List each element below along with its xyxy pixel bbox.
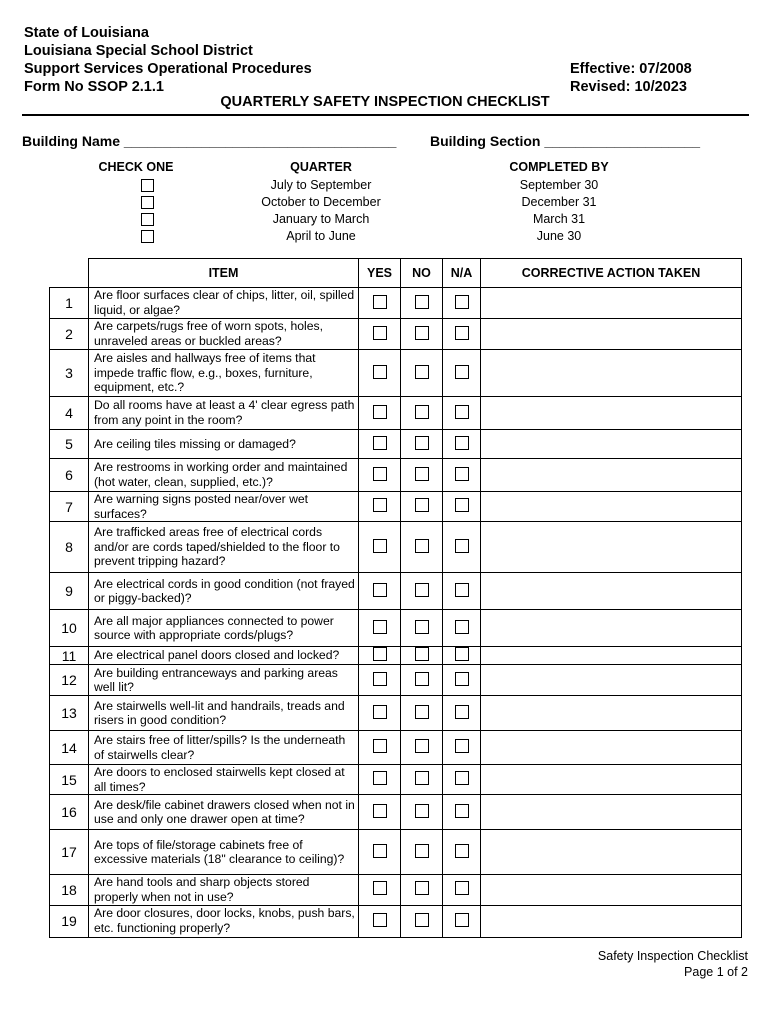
item-text: Are all major appliances connected to power source with appropriate cords/plugs?	[89, 610, 359, 647]
item-number: 16	[50, 795, 89, 830]
na-checkbox[interactable]	[455, 647, 469, 661]
item-text: Are restrooms in working order and maintained (hot water, clean, supplied, etc.)?	[89, 459, 359, 492]
na-cell	[443, 350, 481, 397]
na-cell	[443, 765, 481, 795]
na-checkbox[interactable]	[455, 881, 469, 895]
corrective-action-cell[interactable]	[481, 731, 742, 765]
na-cell	[443, 573, 481, 610]
revised-date: Revised: 10/2023	[570, 79, 687, 95]
corrective-action-cell[interactable]	[481, 696, 742, 731]
checklist-row	[50, 350, 742, 397]
item-number: 19	[50, 905, 89, 937]
corrective-action-cell[interactable]	[481, 647, 742, 665]
corrective-action-cell[interactable]	[481, 350, 742, 397]
checklist-row	[50, 830, 742, 875]
na-checkbox[interactable]	[455, 405, 469, 419]
na-checkbox[interactable]	[455, 771, 469, 785]
no-checkbox[interactable]	[415, 647, 429, 661]
na-checkbox[interactable]	[455, 620, 469, 634]
corrective-action-cell[interactable]	[481, 765, 742, 795]
header-procedures: Support Services Operational Procedures	[24, 61, 312, 77]
checklist-table	[49, 258, 742, 938]
yes-checkbox[interactable]	[373, 739, 387, 753]
yes-checkbox[interactable]	[373, 295, 387, 309]
checklist-row	[50, 522, 742, 573]
item-number: 5	[50, 430, 89, 459]
no-checkbox[interactable]	[415, 739, 429, 753]
yes-checkbox[interactable]	[373, 881, 387, 895]
no-checkbox[interactable]	[415, 771, 429, 785]
yes-checkbox[interactable]	[373, 365, 387, 379]
corrective-action-cell[interactable]	[481, 573, 742, 610]
checklist-row	[50, 319, 742, 350]
building-name-field[interactable]: Building Name ___________________________________	[22, 133, 397, 149]
header-divider	[22, 114, 749, 116]
yes-cell	[359, 830, 401, 875]
na-checkbox[interactable]	[455, 913, 469, 927]
corrective-action-cell[interactable]	[481, 288, 742, 319]
checklist-row	[50, 731, 742, 765]
item-number: 10	[50, 610, 89, 647]
no-column-header: NO	[401, 259, 443, 288]
na-cell	[443, 492, 481, 522]
item-number: 17	[50, 830, 89, 875]
corrective-action-cell[interactable]	[481, 430, 742, 459]
item-text: Are hand tools and sharp objects stored properly when not in use?	[89, 875, 359, 905]
yes-checkbox[interactable]	[373, 436, 387, 450]
no-cell	[401, 573, 443, 610]
item-text: Are carpets/rugs free of worn spots, holes, unraveled areas or buckled areas?	[89, 319, 359, 350]
yes-cell	[359, 573, 401, 610]
no-cell	[401, 875, 443, 905]
na-cell	[443, 731, 481, 765]
yes-cell	[359, 665, 401, 696]
checklist-row	[50, 610, 742, 647]
na-cell	[443, 522, 481, 573]
corrective-action-cell[interactable]	[481, 905, 742, 937]
no-checkbox[interactable]	[415, 804, 429, 818]
yes-checkbox[interactable]	[373, 326, 387, 340]
corrective-action-cell[interactable]	[481, 795, 742, 830]
na-cell	[443, 875, 481, 905]
no-cell	[401, 647, 443, 665]
corrective-action-column-header: CORRECTIVE ACTION TAKEN	[481, 259, 742, 288]
na-cell	[443, 459, 481, 492]
quarter-checkbox[interactable]	[141, 196, 154, 209]
effective-date: Effective: 07/2008	[570, 61, 692, 77]
no-cell	[401, 319, 443, 350]
yes-cell	[359, 350, 401, 397]
completed-by-date: March 31	[532, 212, 586, 226]
footer-doc-name: Safety Inspection Checklist	[597, 949, 748, 963]
na-cell	[443, 430, 481, 459]
no-checkbox[interactable]	[415, 467, 429, 481]
item-text: Are doors to enclosed stairwells kept closed at all times?	[89, 765, 359, 795]
yes-checkbox[interactable]	[373, 620, 387, 634]
item-text: Are floor surfaces clear of chips, litter, oil, spilled liquid, or algae?	[89, 288, 359, 319]
yes-cell	[359, 492, 401, 522]
yes-checkbox[interactable]	[373, 498, 387, 512]
completed-by-date: December 31	[521, 195, 597, 209]
yes-cell	[359, 731, 401, 765]
no-cell	[401, 430, 443, 459]
no-checkbox[interactable]	[415, 498, 429, 512]
no-cell	[401, 459, 443, 492]
completed-by-date: June 30	[536, 229, 582, 243]
quarter-checkbox[interactable]	[141, 230, 154, 243]
no-cell	[401, 610, 443, 647]
checklist-row	[50, 647, 742, 665]
quarter-label: July to September	[270, 178, 372, 192]
yes-checkbox[interactable]	[373, 647, 387, 661]
yes-cell	[359, 765, 401, 795]
item-number: 1	[50, 288, 89, 319]
no-checkbox[interactable]	[415, 705, 429, 719]
na-checkbox[interactable]	[455, 436, 469, 450]
yes-checkbox[interactable]	[373, 583, 387, 597]
no-cell	[401, 522, 443, 573]
no-checkbox[interactable]	[415, 365, 429, 379]
yes-cell	[359, 430, 401, 459]
quarter-label: January to March	[272, 212, 370, 226]
na-checkbox[interactable]	[455, 295, 469, 309]
item-text: Are warning signs posted near/over wet surfaces?	[89, 492, 359, 522]
checklist-body	[50, 288, 742, 938]
no-checkbox[interactable]	[415, 436, 429, 450]
header-form-number: Form No SSOP 2.1.1	[24, 79, 164, 95]
item-text: Are trafficked areas free of electrical cords and/or are cords taped/shielded to the floor to prevent tripping hazard?	[89, 522, 359, 573]
na-checkbox[interactable]	[455, 672, 469, 686]
yes-checkbox[interactable]	[373, 467, 387, 481]
no-cell	[401, 397, 443, 430]
checklist-row	[50, 430, 742, 459]
no-cell	[401, 665, 443, 696]
no-cell	[401, 696, 443, 731]
no-cell	[401, 731, 443, 765]
na-checkbox[interactable]	[455, 804, 469, 818]
yes-cell	[359, 397, 401, 430]
no-cell	[401, 905, 443, 937]
yes-cell	[359, 647, 401, 665]
item-number: 3	[50, 350, 89, 397]
no-checkbox[interactable]	[415, 913, 429, 927]
na-checkbox[interactable]	[455, 498, 469, 512]
checklist-header-row	[50, 259, 742, 288]
yes-checkbox[interactable]	[373, 771, 387, 785]
no-checkbox[interactable]	[415, 539, 429, 553]
na-cell	[443, 397, 481, 430]
yes-column-header: YES	[359, 259, 401, 288]
no-checkbox[interactable]	[415, 844, 429, 858]
item-text: Are desk/file cabinet drawers closed when not in use and only one drawer open at time?	[89, 795, 359, 830]
quarter-header: QUARTER	[290, 160, 352, 174]
checklist-row	[50, 665, 742, 696]
item-number: 6	[50, 459, 89, 492]
no-checkbox[interactable]	[415, 405, 429, 419]
no-checkbox[interactable]	[415, 881, 429, 895]
corrective-action-cell[interactable]	[481, 459, 742, 492]
na-checkbox[interactable]	[455, 365, 469, 379]
na-checkbox[interactable]	[455, 705, 469, 719]
corrective-action-cell[interactable]	[481, 397, 742, 430]
item-number: 12	[50, 665, 89, 696]
number-column-header	[50, 259, 89, 288]
checklist-row	[50, 765, 742, 795]
yes-cell	[359, 319, 401, 350]
completed-by-header: COMPLETED BY	[509, 160, 609, 174]
checklist-row	[50, 795, 742, 830]
na-cell	[443, 830, 481, 875]
na-checkbox[interactable]	[455, 539, 469, 553]
no-cell	[401, 830, 443, 875]
no-cell	[401, 350, 443, 397]
na-checkbox[interactable]	[455, 467, 469, 481]
checklist-row	[50, 397, 742, 430]
na-cell	[443, 288, 481, 319]
checklist-row	[50, 492, 742, 522]
yes-checkbox[interactable]	[373, 539, 387, 553]
na-cell	[443, 647, 481, 665]
quarter-label: April to June	[286, 229, 356, 243]
no-checkbox[interactable]	[415, 326, 429, 340]
yes-cell	[359, 875, 401, 905]
yes-checkbox[interactable]	[373, 913, 387, 927]
item-number: 4	[50, 397, 89, 430]
no-cell	[401, 492, 443, 522]
na-checkbox[interactable]	[455, 739, 469, 753]
no-cell	[401, 765, 443, 795]
corrective-action-cell[interactable]	[481, 610, 742, 647]
item-text: Do all rooms have at least a 4' clear egress path from any point in the room?	[89, 397, 359, 430]
no-checkbox[interactable]	[415, 583, 429, 597]
yes-checkbox[interactable]	[373, 804, 387, 818]
yes-checkbox[interactable]	[373, 844, 387, 858]
no-checkbox[interactable]	[415, 672, 429, 686]
item-number: 14	[50, 731, 89, 765]
item-number: 15	[50, 765, 89, 795]
yes-cell	[359, 288, 401, 319]
no-cell	[401, 795, 443, 830]
yes-cell	[359, 905, 401, 937]
corrective-action-cell[interactable]	[481, 875, 742, 905]
footer-page-number: Page 1 of 2	[684, 965, 748, 979]
item-text: Are stairs free of litter/spills? Is the underneath of stairwells clear?	[89, 731, 359, 765]
header-district: Louisiana Special School District	[24, 43, 253, 59]
item-number: 7	[50, 492, 89, 522]
checklist-row	[50, 459, 742, 492]
na-column-header: N/A	[443, 259, 481, 288]
na-cell	[443, 905, 481, 937]
corrective-action-cell[interactable]	[481, 319, 742, 350]
na-checkbox[interactable]	[455, 326, 469, 340]
item-text: Are door closures, door locks, knobs, push bars, etc. functioning properly?	[89, 905, 359, 937]
item-text: Are ceiling tiles missing or damaged?	[89, 430, 359, 459]
corrective-action-cell[interactable]	[481, 522, 742, 573]
yes-cell	[359, 522, 401, 573]
item-text: Are stairwells well-lit and handrails, treads and risers in good condition?	[89, 696, 359, 731]
completed-by-date: September 30	[519, 178, 599, 192]
quarter-label: October to December	[261, 195, 381, 209]
item-text: Are electrical panel doors closed and locked?	[89, 647, 359, 665]
item-text: Are aisles and hallways free of items that impede traffic flow, e.g., boxes, furniture, equipment, etc.?	[89, 350, 359, 397]
item-text: Are electrical cords in good condition (not frayed or piggy-backed)?	[89, 573, 359, 610]
item-text: Are building entranceways and parking areas well lit?	[89, 665, 359, 696]
yes-checkbox[interactable]	[373, 405, 387, 419]
checklist-row	[50, 875, 742, 905]
no-cell	[401, 288, 443, 319]
corrective-action-cell[interactable]	[481, 665, 742, 696]
quarter-checkbox[interactable]	[141, 179, 154, 192]
na-cell	[443, 696, 481, 731]
check-one-header: CHECK ONE	[98, 160, 174, 174]
item-number: 18	[50, 875, 89, 905]
checklist-row	[50, 288, 742, 319]
item-number: 2	[50, 319, 89, 350]
item-number: 8	[50, 522, 89, 573]
yes-checkbox[interactable]	[373, 705, 387, 719]
corrective-action-cell[interactable]	[481, 830, 742, 875]
na-cell	[443, 795, 481, 830]
yes-cell	[359, 795, 401, 830]
na-checkbox[interactable]	[455, 844, 469, 858]
na-cell	[443, 610, 481, 647]
item-text: Are tops of file/storage cabinets free of excessive materials (18" clearance to ceiling)?	[89, 830, 359, 875]
header-state: State of Louisiana	[24, 25, 149, 41]
checklist-row	[50, 696, 742, 731]
quarter-checkbox[interactable]	[141, 213, 154, 226]
na-cell	[443, 665, 481, 696]
na-checkbox[interactable]	[455, 583, 469, 597]
yes-cell	[359, 610, 401, 647]
item-number: 9	[50, 573, 89, 610]
no-checkbox[interactable]	[415, 295, 429, 309]
yes-cell	[359, 696, 401, 731]
corrective-action-cell[interactable]	[481, 492, 742, 522]
document-title: QUARTERLY SAFETY INSPECTION CHECKLIST	[220, 94, 550, 110]
building-section-field[interactable]: Building Section ____________________	[430, 133, 701, 149]
checklist-row	[50, 905, 742, 937]
checklist-row	[50, 573, 742, 610]
no-checkbox[interactable]	[415, 620, 429, 634]
item-column-header: ITEM	[89, 259, 359, 288]
yes-cell	[359, 459, 401, 492]
yes-checkbox[interactable]	[373, 672, 387, 686]
na-cell	[443, 319, 481, 350]
item-number: 11	[50, 647, 89, 665]
item-number: 13	[50, 696, 89, 731]
